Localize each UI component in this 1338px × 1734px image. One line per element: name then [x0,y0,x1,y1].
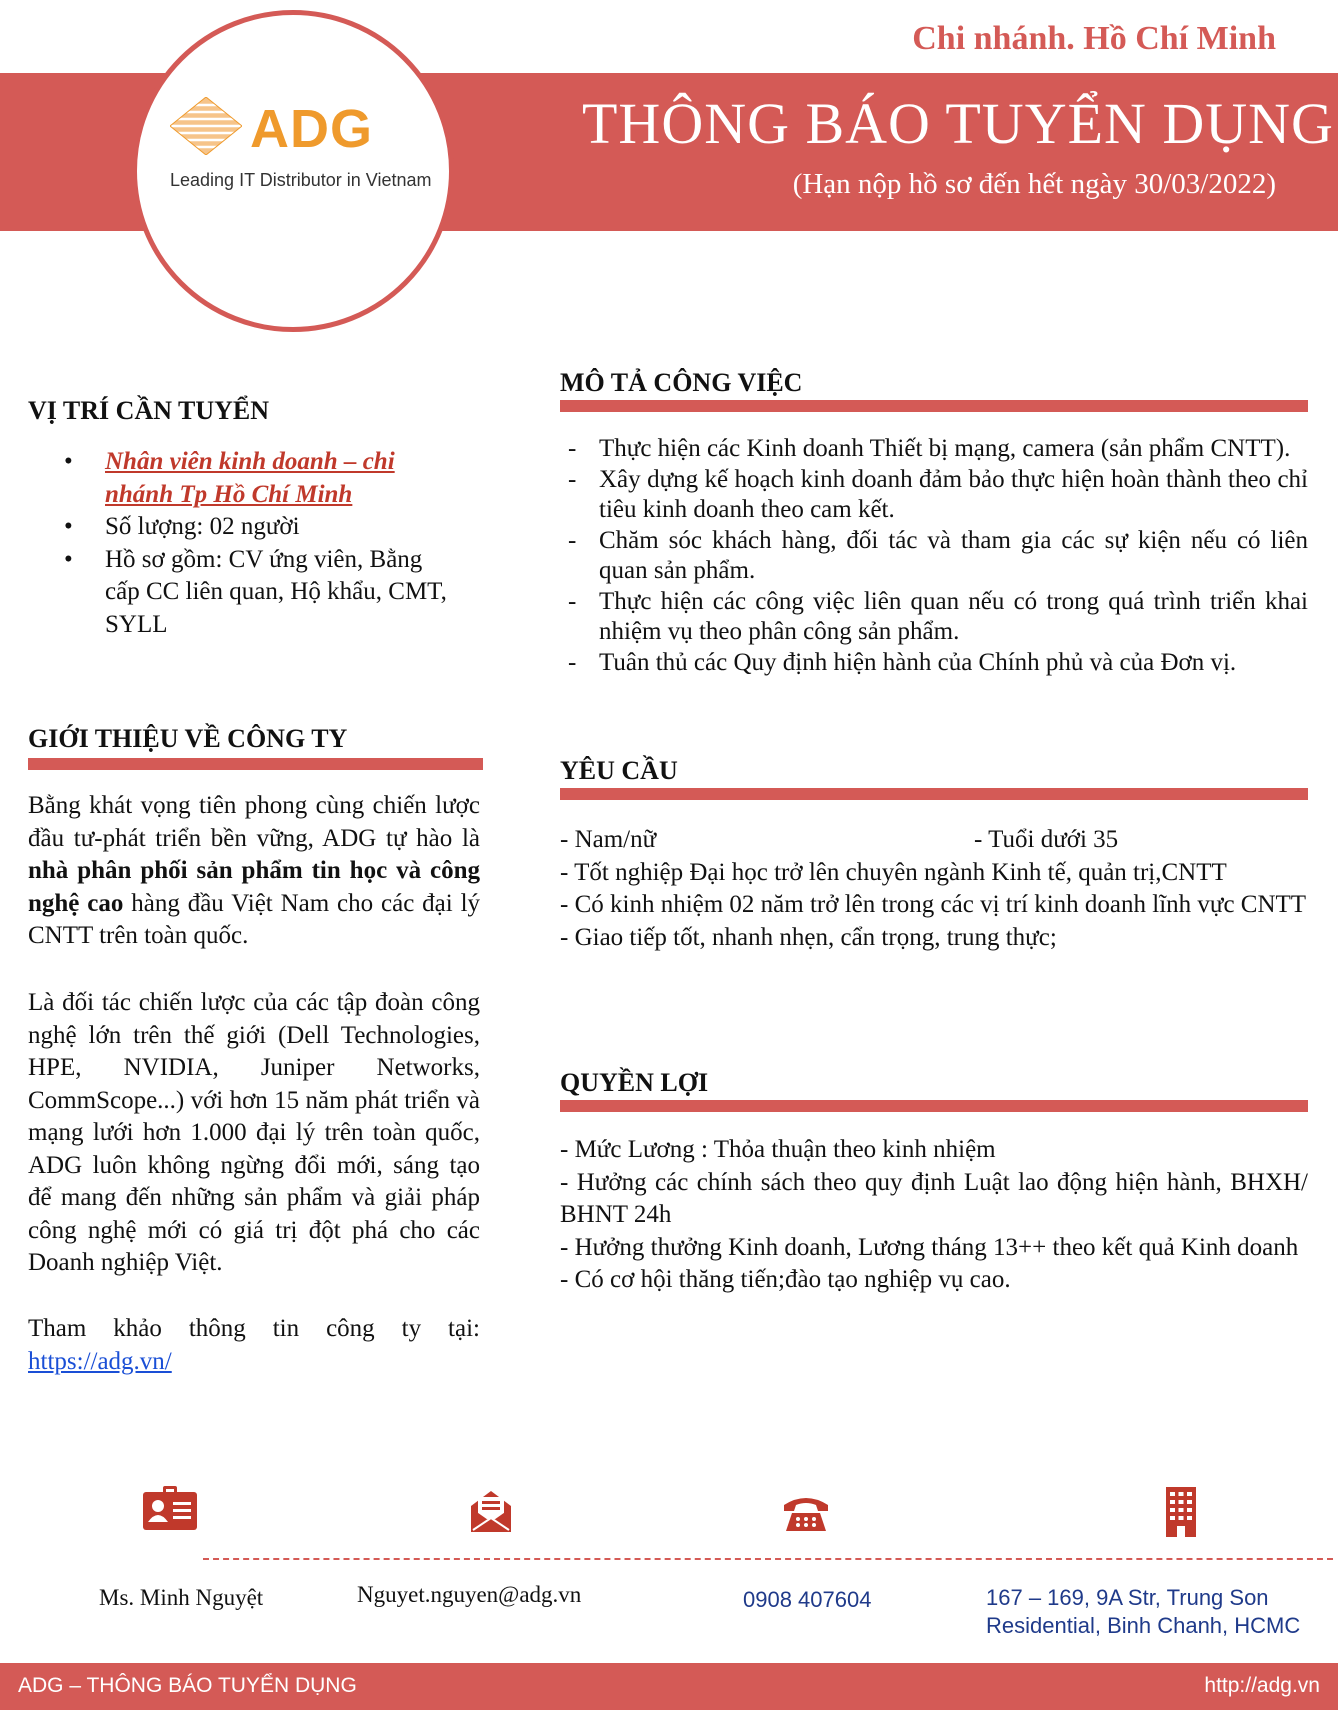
contact-divider [203,1558,1333,1560]
company-highlight: nhà phân phối sản phẩm tin học và công nghệ cao [28,857,480,917]
role-link-continued[interactable]: nhánh Tp Hồ Chí Minh [105,480,353,508]
docs-text-1: Hồ sơ gồm: CV ứng viên, Bằng [105,545,423,573]
logo-tagline: Leading IT Distributor in Vietnam [170,170,432,190]
section-divider [560,400,1308,412]
bonus-benefit: - Hưởng thưởng Kinh doanh, Lương tháng 13++ theo kết quả Kinh doanh [560,1233,1299,1261]
section-divider [560,1100,1308,1112]
company-section-title: GIỚI THIỆU VỀ CÔNG TY [28,724,348,753]
skills-requirement: - Giao tiếp tốt, nhanh nhẹn, cẩn trọng, trung thực; [560,923,1057,951]
contact-address: 167 – 169, 9A Str, Trung Son Residential, Binh Chanh, HCMC [986,1585,1301,1638]
list-item: - Chăm sóc khách hàng, đối tác và tham gia các sự kiện nếu có liên quan sản phẩm. [568,526,1308,584]
policy-benefit: - Hưởng các chính sách theo quy định Luật lao động hiện hành, BHXH/ BHNT 24h [560,1168,1308,1228]
footer-title: ADG – THÔNG BÁO TUYỂN DỤNG [18,1674,357,1697]
quantity-text: Số lượng: 02 người [105,513,300,540]
bullet-icon: • [64,513,73,540]
benefits-list [560,1134,1308,1297]
growth-benefit: - Có cơ hội thăng tiến;đào tạo nghiệp vụ cao. [560,1266,1011,1293]
list-item [28,446,488,511]
list-item: - Tuân thủ các Quy định hiện hành của Chính phủ và của Đơn vị. [568,648,1237,676]
company-paragraph-2: Là đối tác chiến lược của các tập đoàn công nghệ lớn trên thế giới (Dell Technologies, HPE, NVIDIA, Juniper Networks, CommScope...) với hơn 15 năm phát triển và mạng lưới hơn 1.000 đại lý trên toàn quốc, ADG luôn không ngừng đổi mới, sáng tạo để mang đến những sản phẩm và giải pháp công nghệ mới có giá trị đột phá cho các Doanh nghiệp Việt. [28,989,480,1276]
list-item [28,544,488,642]
adg-logo-icon [170,97,242,155]
list-item [28,511,488,544]
role-link[interactable]: Nhân viên kinh doanh – chi [105,448,395,475]
requirements-section-title: YÊU CẦU [560,756,678,785]
list-item: - Thực hiện các công việc liên quan nếu có trong quá trình triển khai nhiệm vụ theo phân công sản phẩm. [568,587,1308,645]
id-card-icon [143,1486,197,1530]
deadline-text: (Hạn nộp hồ sơ đến hết ngày 30/03/2022) [792,168,1276,200]
contact-phone[interactable]: 0908 407604 [743,1587,872,1612]
contact-email-link[interactable]: Nguyet.nguyen@adg.vn [357,1582,582,1607]
job-section-title: MÔ TẢ CÔNG VIỆC [560,368,803,397]
salary-benefit: - Mức Lương : Thỏa thuận theo kinh nhiệm [560,1136,996,1163]
position-list [28,446,488,641]
docs-text-2: cấp CC liên quan, Hộ khẩu, CMT, [105,578,447,605]
telephone-icon [782,1493,830,1533]
gender-requirement: - Nam/nữ [560,826,657,853]
branch-label: Chi nhánh. Hồ Chí Minh [912,20,1276,57]
bullet-icon: • [64,448,73,475]
company-paragraph-3: Tham khảo thông tin công ty tại: [28,1315,480,1342]
section-divider [28,758,483,770]
list-item: - Thực hiện các Kinh doanh Thiết bị mạng, camera (sản phẩm CNTT). [568,435,1291,462]
position-section-title: VỊ TRÍ CẦN TUYỂN [28,396,270,425]
contact-name: Ms. Minh Nguyệt [99,1585,264,1610]
section-divider [560,788,1308,800]
page-title: THÔNG BÁO TUYỂN DỤNG [582,91,1334,156]
company-website-link[interactable]: https://adg.vn/ [28,1348,172,1375]
requirements-list [560,824,1308,954]
logo-wordmark: ADG [250,99,373,159]
age-requirement: - Tuổi dưới 35 [974,826,1119,853]
bullet-icon: • [64,545,73,573]
building-icon [1166,1487,1196,1537]
list-item: - Xây dựng kế hoạch kinh doanh đảm bảo thực hiện hoàn thành theo chỉ tiêu kinh doanh theo cam kết. [568,465,1308,523]
degree-requirement: - Tốt nghiệp Đại học trở lên chuyên ngành Kinh tế, quản trị,CNTT [560,858,1227,886]
footer-website-link[interactable]: http://adg.vn [1204,1674,1320,1697]
job-description-list [560,434,1308,678]
benefits-section-title: QUYỀN LỢI [560,1068,709,1097]
docs-text-3: SYLL [105,610,168,638]
envelope-icon [468,1488,514,1534]
experience-requirement: - Có kinh nhiệm 02 năm trở lên trong các vị trí kinh doanh lĩnh vực CNTT [560,891,1307,918]
company-paragraph-1: Bằng khát vọng tiên phong cùng chiến lược đầu tư-phát triển bền vững, ADG tự hào là nhà phân phối sản phẩm tin học và công nghệ cao hàng đầu Việt Nam cho các đại lý CNTT trên toàn quốc. [28,792,481,949]
